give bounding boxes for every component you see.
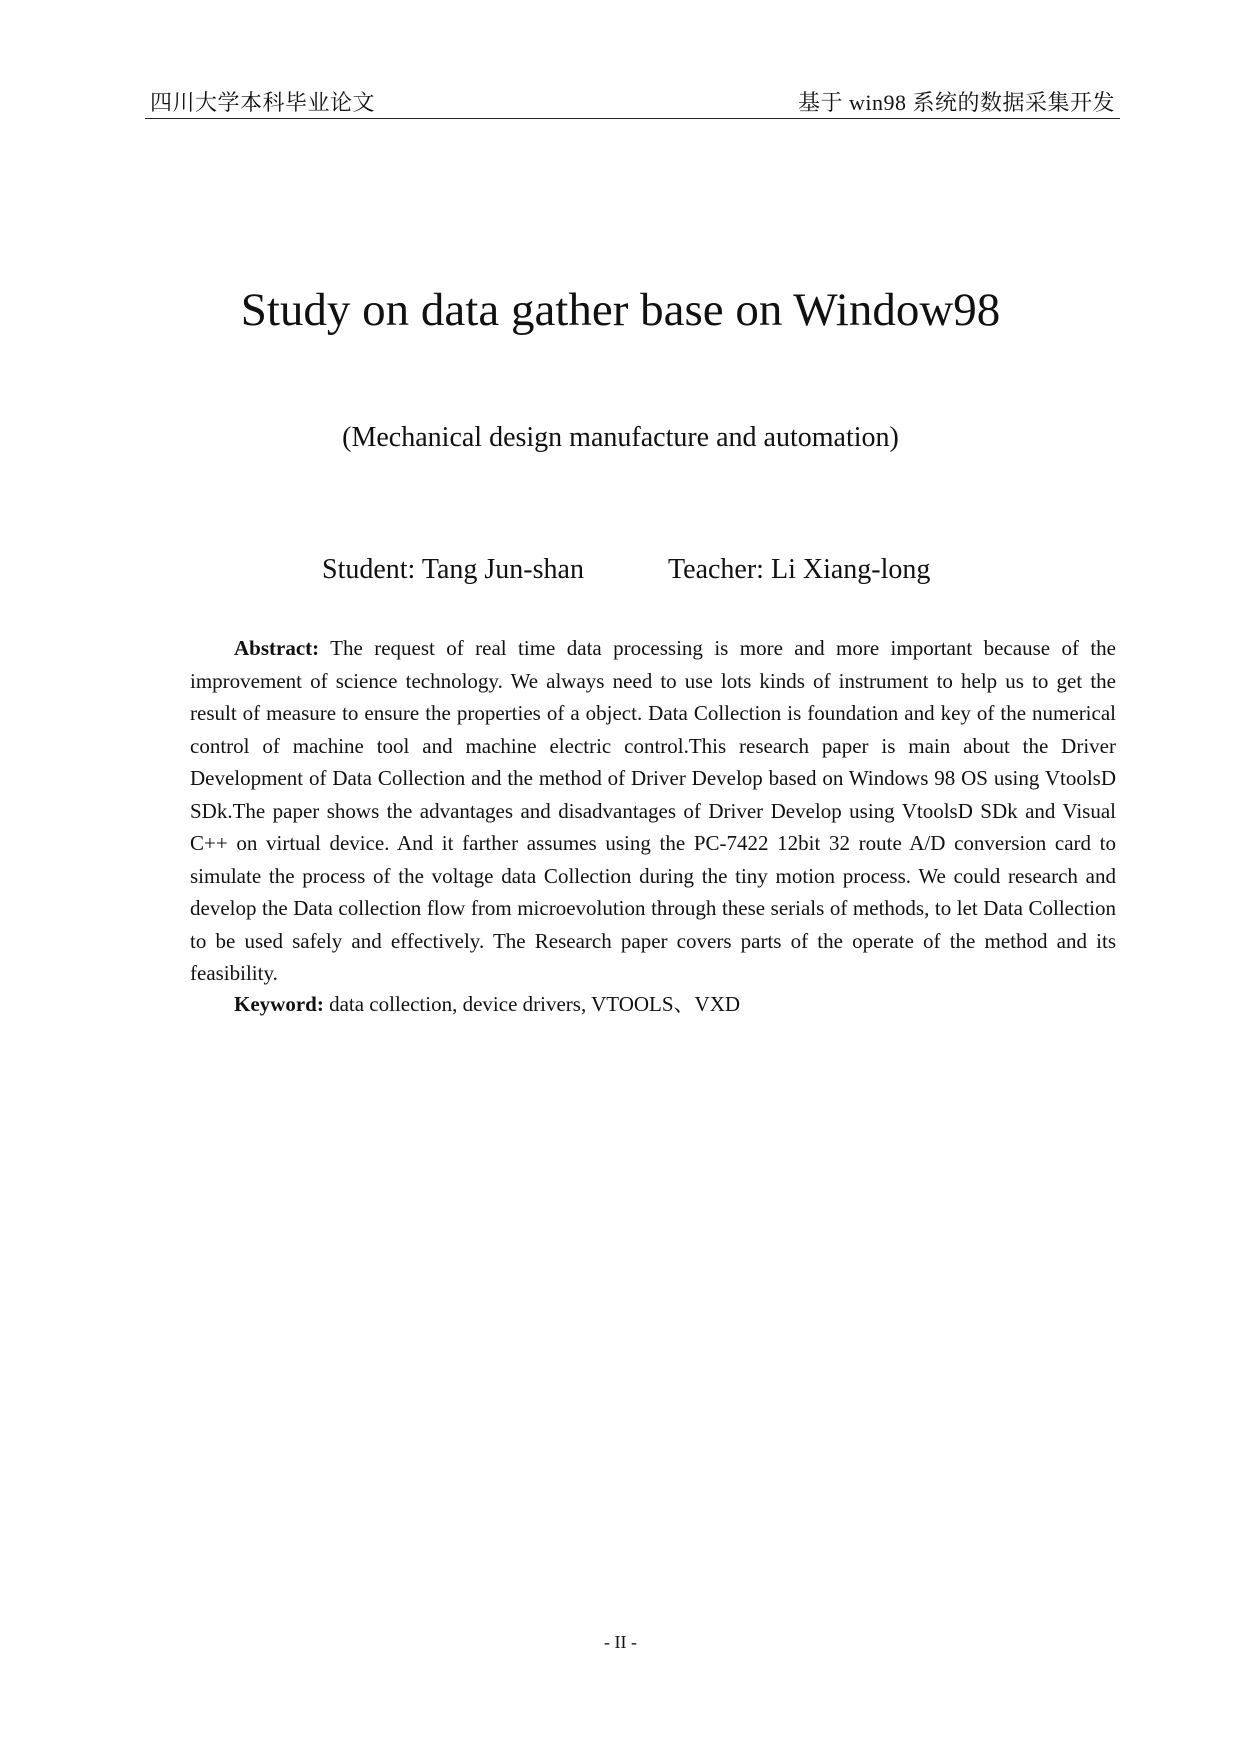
student-name: Student: Tang Jun-shan bbox=[322, 554, 584, 585]
keyword-text: data collection, device drivers, VTOOLS、VXD bbox=[329, 992, 741, 1016]
keyword-paragraph bbox=[190, 988, 1116, 1021]
abstract-paragraph bbox=[190, 632, 1116, 990]
abstract-label: Abstract: bbox=[234, 636, 320, 660]
teacher-name: Teacher: Li Xiang-long bbox=[668, 554, 931, 585]
paper-subtitle: (Mechanical design manufacture and automation) bbox=[342, 422, 899, 453]
header-thesis-topic: 基于 win98 系统的数据采集开发 bbox=[797, 90, 1115, 115]
paper-title: Study on data gather base on Window98 bbox=[240, 284, 1001, 336]
authors-line bbox=[0, 553, 1241, 587]
keyword-label: Keyword: bbox=[234, 992, 324, 1016]
abstract-text: The request of real time data processing is more and more important because of the improvement of science technology. We always need to use lots kinds of instrument to help us to get the result of measure to ensure the properties of a object. Data Collection is foundation and key of the numerical control of machine tool and machine electric control.This research paper is main about the Driver Development of Data Collection and the method of Driver Develop based on Windows 98 OS using VtoolsD SDk.The paper shows the advantages and disadvantages of Driver Develop using VtoolsD SDk and Visual C++ on virtual device. And it farther assumes using the PC-7422 12bit 32 route A/D conversion card to simulate the process of the voltage data Collection during the tiny motion process. We could research and develop the Data collection flow from microevolution through these serials of methods, to let Data Collection to be used safely and effectively. The Research paper covers parts of the operate of the method and its feasibility. bbox=[190, 636, 1117, 985]
page-header bbox=[145, 84, 1120, 119]
header-university-thesis: 四川大学本科毕业论文 bbox=[150, 90, 376, 115]
page-number: - II - bbox=[604, 1632, 637, 1652]
